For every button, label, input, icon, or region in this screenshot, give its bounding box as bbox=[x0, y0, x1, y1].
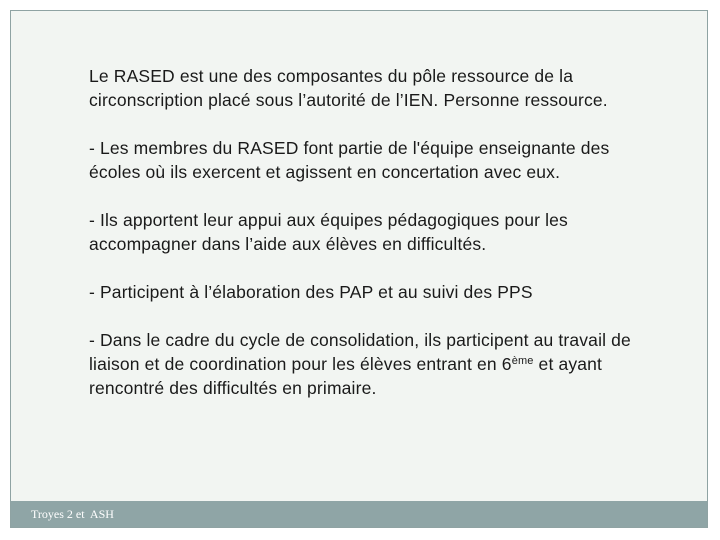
paragraph-rased-members: - Les membres du RASED font partie de l'équipe enseignante des écoles où ils exercent et agissent en concertation avec eux. bbox=[89, 138, 610, 182]
paragraph-rased-definition: Le RASED est une des composantes du pôle ressource de la circonscription placé sous l’autorité de l’IEN. Personne ressource. bbox=[89, 66, 608, 110]
paragraph-pap-pps: - Participent à l’élaboration des PAP et au suivi des PPS bbox=[89, 282, 533, 302]
slide bbox=[10, 10, 708, 528]
paragraph-consolidation-text-end: et ayant rencontré des difficultés en primaire. bbox=[89, 354, 603, 398]
footer-bar bbox=[11, 501, 707, 527]
paragraph-support: - Ils apportent leur appui aux équipes pédagogiques pour les accompagner dans l’aide aux élèves en difficultés. bbox=[89, 210, 568, 254]
paragraph-consolidation-cycle bbox=[89, 328, 649, 400]
paragraph-consolidation-text: - Dans le cadre du cycle de consolidation, ils participent au travail de liaison et de coordination pour les élèves entrant en 6 bbox=[89, 330, 631, 374]
footer-label: Troyes 2 et ASH bbox=[31, 507, 114, 521]
superscript-eme: ème bbox=[511, 355, 534, 367]
slide-body bbox=[89, 64, 649, 424]
